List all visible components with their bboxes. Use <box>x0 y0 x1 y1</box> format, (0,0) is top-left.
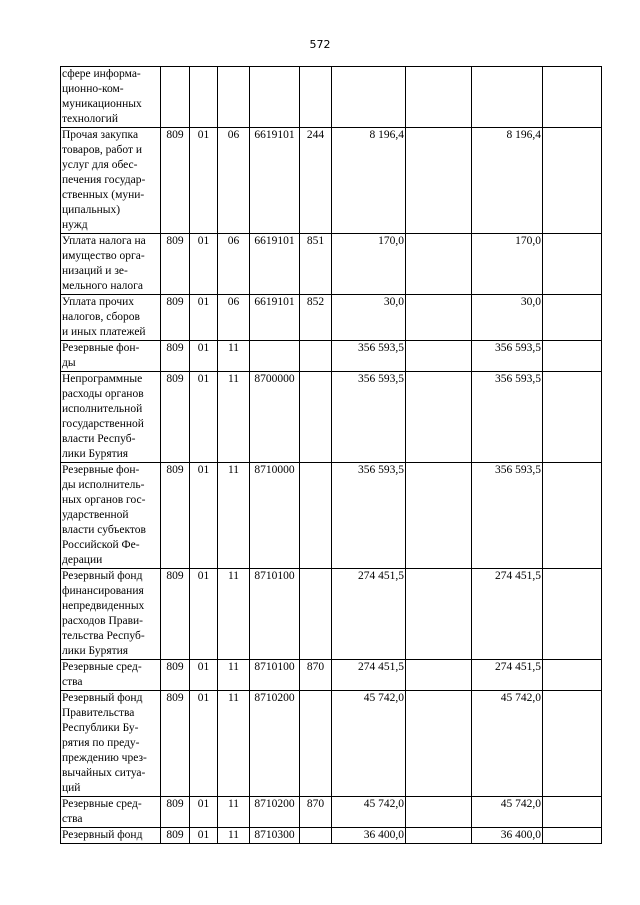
row-subsection: 11 <box>218 660 250 691</box>
row-target-article: 8700000 <box>250 372 300 463</box>
row-name: Непрограммные расходы органов исполнительной государственной власти Респуб- лики Бурятия <box>61 372 161 463</box>
row-section: 01 <box>190 372 218 463</box>
row-subsection: 11 <box>218 569 250 660</box>
row-target-article: 8710300 <box>250 828 300 844</box>
row-subsection: 11 <box>218 691 250 797</box>
table-row <box>61 569 602 660</box>
row-empty-cell <box>406 797 472 828</box>
row-name: Уплата прочих налогов, сборов и иных платежей <box>61 295 161 341</box>
row-name: Прочая закупка товаров, работ и услуг для обес- печения государ- ственных (муни- ципальных) нужд <box>61 128 161 234</box>
row-amount-total: 45 742,0 <box>472 797 543 828</box>
row-name: Резервные фон- ды исполнитель- ных органов гос- ударственной власти субъектов Российской Фе- дерации <box>61 463 161 569</box>
row-empty-cell <box>543 828 602 844</box>
row-empty-cell <box>543 67 602 128</box>
table-body <box>61 67 602 844</box>
row-subsection: 11 <box>218 341 250 372</box>
row-empty-cell <box>406 128 472 234</box>
row-section: 01 <box>190 234 218 295</box>
row-amount: 30,0 <box>332 295 406 341</box>
row-grbs: 809 <box>161 569 190 660</box>
row-target-article: 6619101 <box>250 128 300 234</box>
row-amount: 356 593,5 <box>332 463 406 569</box>
row-empty-cell <box>406 234 472 295</box>
row-grbs: 809 <box>161 295 190 341</box>
table-row <box>61 341 602 372</box>
row-expense-type: 870 <box>300 660 332 691</box>
row-grbs: 809 <box>161 660 190 691</box>
row-amount: 8 196,4 <box>332 128 406 234</box>
row-expense-type: 244 <box>300 128 332 234</box>
row-name: Резервные сред- ства <box>61 797 161 828</box>
row-grbs <box>161 67 190 128</box>
row-empty-cell <box>543 295 602 341</box>
row-amount: 36 400,0 <box>332 828 406 844</box>
row-empty-cell <box>543 128 602 234</box>
row-name: Уплата налога на имущество орга- низаций и зе- мельного налога <box>61 234 161 295</box>
row-name: Резервный фонд <box>61 828 161 844</box>
row-section: 01 <box>190 463 218 569</box>
row-target-article: 6619101 <box>250 295 300 341</box>
table-row <box>61 660 602 691</box>
row-expense-type: 870 <box>300 797 332 828</box>
row-expense-type <box>300 341 332 372</box>
table-row <box>61 128 602 234</box>
row-subsection: 11 <box>218 797 250 828</box>
row-grbs: 809 <box>161 128 190 234</box>
row-grbs: 809 <box>161 797 190 828</box>
row-subsection: 06 <box>218 128 250 234</box>
row-empty-cell <box>406 569 472 660</box>
row-grbs: 809 <box>161 234 190 295</box>
table-row <box>61 691 602 797</box>
row-expense-type <box>300 463 332 569</box>
row-empty-cell <box>543 234 602 295</box>
row-subsection: 06 <box>218 295 250 341</box>
row-amount-total: 170,0 <box>472 234 543 295</box>
row-section <box>190 67 218 128</box>
row-subsection: 11 <box>218 828 250 844</box>
row-expense-type: 852 <box>300 295 332 341</box>
row-empty-cell <box>406 660 472 691</box>
row-section: 01 <box>190 128 218 234</box>
row-amount: 170,0 <box>332 234 406 295</box>
row-grbs: 809 <box>161 691 190 797</box>
row-amount-total <box>472 67 543 128</box>
row-amount-total: 45 742,0 <box>472 691 543 797</box>
row-section: 01 <box>190 828 218 844</box>
row-target-article: 8710200 <box>250 691 300 797</box>
row-name: Резервные сред- ства <box>61 660 161 691</box>
row-amount: 356 593,5 <box>332 341 406 372</box>
row-empty-cell <box>543 569 602 660</box>
row-section: 01 <box>190 797 218 828</box>
row-amount: 45 742,0 <box>332 797 406 828</box>
row-name: Резервный фонд Правительства Республики Бу- рятия по преду- преждению чрез- вычайных ситуа- ций <box>61 691 161 797</box>
row-target-article: 8710000 <box>250 463 300 569</box>
row-grbs: 809 <box>161 463 190 569</box>
row-amount-total: 274 451,5 <box>472 660 543 691</box>
row-empty-cell <box>406 828 472 844</box>
row-section: 01 <box>190 295 218 341</box>
budget-table <box>60 66 602 844</box>
row-amount: 45 742,0 <box>332 691 406 797</box>
row-expense-type <box>300 569 332 660</box>
row-subsection <box>218 67 250 128</box>
table-row <box>61 67 602 128</box>
row-empty-cell <box>543 463 602 569</box>
row-empty-cell <box>543 660 602 691</box>
table-row <box>61 234 602 295</box>
row-target-article: 8710100 <box>250 660 300 691</box>
row-amount-total: 36 400,0 <box>472 828 543 844</box>
row-section: 01 <box>190 660 218 691</box>
row-empty-cell <box>543 797 602 828</box>
row-grbs: 809 <box>161 341 190 372</box>
row-target-article: 8710100 <box>250 569 300 660</box>
row-empty-cell <box>543 341 602 372</box>
row-expense-type <box>300 67 332 128</box>
row-target-article <box>250 341 300 372</box>
row-amount-total: 274 451,5 <box>472 569 543 660</box>
row-name: Резервные фон- ды <box>61 341 161 372</box>
row-amount: 274 451,5 <box>332 569 406 660</box>
row-amount: 356 593,5 <box>332 372 406 463</box>
row-section: 01 <box>190 569 218 660</box>
row-subsection: 11 <box>218 463 250 569</box>
row-empty-cell <box>406 295 472 341</box>
row-section: 01 <box>190 341 218 372</box>
row-expense-type <box>300 691 332 797</box>
row-empty-cell <box>406 463 472 569</box>
row-amount-total: 356 593,5 <box>472 463 543 569</box>
row-amount-total: 8 196,4 <box>472 128 543 234</box>
row-section: 01 <box>190 691 218 797</box>
page-number: 572 <box>309 38 331 51</box>
row-amount-total: 30,0 <box>472 295 543 341</box>
row-expense-type <box>300 372 332 463</box>
table-row <box>61 463 602 569</box>
row-amount-total: 356 593,5 <box>472 372 543 463</box>
row-subsection: 11 <box>218 372 250 463</box>
row-empty-cell <box>406 67 472 128</box>
row-amount-total: 356 593,5 <box>472 341 543 372</box>
row-subsection: 06 <box>218 234 250 295</box>
row-target-article: 8710200 <box>250 797 300 828</box>
row-expense-type: 851 <box>300 234 332 295</box>
row-target-article <box>250 67 300 128</box>
row-name: Резервный фонд финансирования непредвиденных расходов Прави- тельства Респуб- лики Бурятия <box>61 569 161 660</box>
row-expense-type <box>300 828 332 844</box>
row-empty-cell <box>543 372 602 463</box>
table-row <box>61 372 602 463</box>
table-row <box>61 797 602 828</box>
row-empty-cell <box>406 691 472 797</box>
row-grbs: 809 <box>161 828 190 844</box>
row-empty-cell <box>543 691 602 797</box>
row-empty-cell <box>406 341 472 372</box>
row-empty-cell <box>406 372 472 463</box>
table-row <box>61 828 602 844</box>
row-name: сфере информа- ционно-ком- муникационных технологий <box>61 67 161 128</box>
row-amount <box>332 67 406 128</box>
table-row <box>61 295 602 341</box>
row-target-article: 6619101 <box>250 234 300 295</box>
row-amount: 274 451,5 <box>332 660 406 691</box>
row-grbs: 809 <box>161 372 190 463</box>
